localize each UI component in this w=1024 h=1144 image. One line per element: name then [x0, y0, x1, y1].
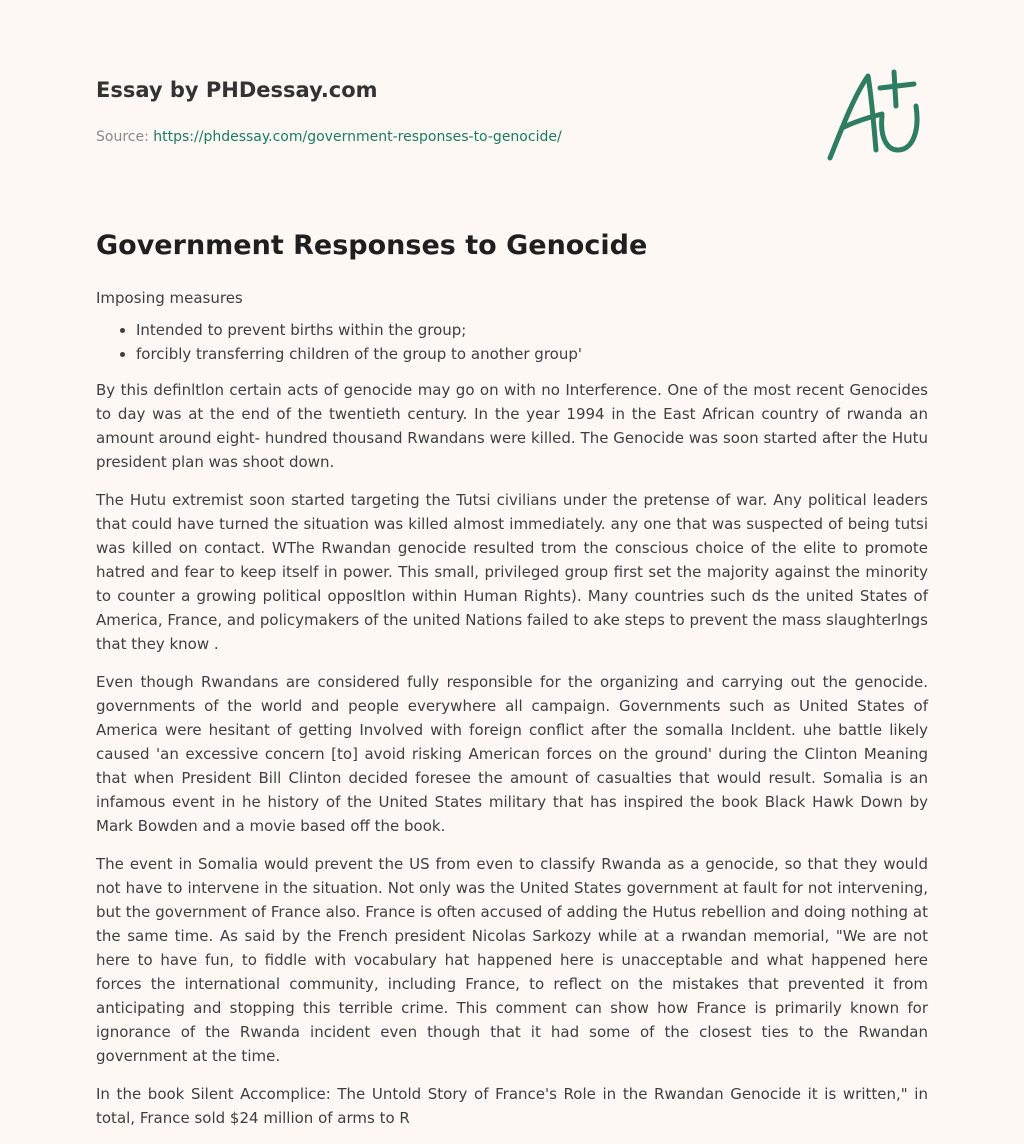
a-plus-grade-icon	[820, 66, 930, 166]
page-header	[96, 76, 696, 146]
site-brand: Essay by PHDessay.com	[96, 78, 378, 102]
measures-list	[96, 318, 928, 366]
page-title: Government Responses to Genocide	[96, 230, 648, 261]
source-link[interactable]: https://phdessay.com/government-responses-to-genocide/	[153, 129, 562, 145]
source-label: Source:	[96, 129, 154, 145]
article	[96, 228, 928, 1144]
paragraph: Even though Rwandans are considered fully responsible for the organizing and carrying out the genocide. governments of the world and people everywhere all campaign. Governments such as United States of America were hesitant of getting Involved with foreign conflict after the somalla Incldent. uhe battle likely caused 'an excessive concern [to] avoid risking American forces on the ground' during the Clinton Meaning that when President Bill Clinton decided foresee the amount of casualties that would result. Somalia is an infamous event in he history of the United States military that has inspired the book Black Hawk Down by Mark Bowden and a movie based off the book.	[96, 673, 928, 835]
paragraph: The Hutu extremist soon started targeting the Tutsi civilians under the pretense of war. Any political leaders that could have turned the situation was killed almost immediately. any one that was suspected of being tutsi was killed on contact. WThe Rwandan genocide resulted trom the conscious choice of the elite to promote hatred and fear to keep itself in power. This small, privileged group first set the majority against the minority to counter a growing political opposltlon within Human Rights). Many countries such ds the united States of America, France, and policymakers of the united Nations failed to ake steps to prevent the mass slaughterlngs that they know .	[96, 491, 928, 653]
intro-text: Imposing measures	[96, 289, 243, 307]
paragraph: The event in Somalia would prevent the US from even to classify Rwanda as a genocide, so that they would not have to intervene in the situation. Not only was the United States government at fault for not intervening, but the government of France also. France is often accused of adding the Hutus rebellion and doing nothing at the same time. As said by the French president Nicolas Sarkozy while at a rwandan memorial, "We are not here to have fun, to fiddle with vocabulary hat happened here is unacceptable and what happened here forces the international community, including France, to reflect on the mistakes that prevented it from anticipating and stopping this terrible crime. This comment can show how France is primarily known for ignorance of the Rwanda incident even though that it had some of the closest ties to the Rwandan government at the time.	[96, 855, 928, 1065]
paragraph: In the book Silent Accomplice: The Untold Story of France's Role in the Rwandan Genocide it is written," in total, France sold $24 million of arms to R	[96, 1085, 928, 1127]
list-item: • Intended to prevent births within the group;	[136, 318, 928, 342]
source-line	[96, 128, 696, 146]
paragraph: By this definltlon certain acts of genocide may go on with no Interference. One of the most recent Genocides to day was at the end of the twentieth century. In the year 1994 in the East African country of rwanda an amount around eight- hundred thousand Rwandans were killed. The Genocide was soon started after the Hutu president plan was shoot down.	[96, 381, 928, 471]
list-item: • forcibly transferring children of the group to another group'	[136, 342, 928, 366]
